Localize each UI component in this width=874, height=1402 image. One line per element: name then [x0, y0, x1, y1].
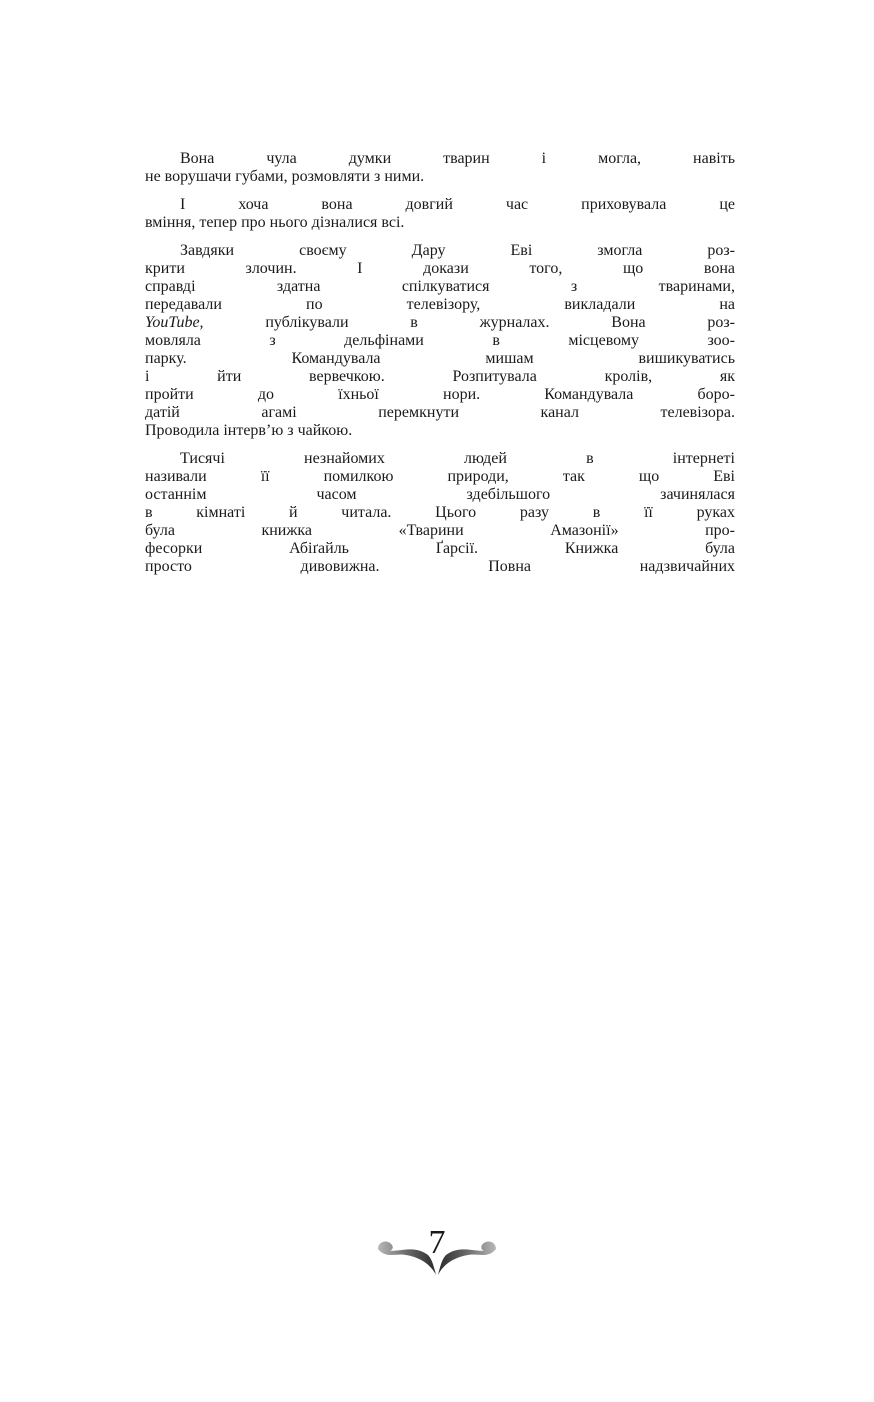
- text-line: Вона чула думки тварин і могла, навіть: [180, 150, 735, 167]
- text-line: в кімнаті й читала. Цього разу в її руках: [145, 504, 735, 521]
- text-line: Завдяки своєму Дару Еві змогла роз-: [180, 242, 735, 259]
- text-line: Проводила інтерв’ю з чайкою.: [145, 422, 353, 439]
- paragraph-1: [145, 150, 735, 186]
- paragraph-2: [145, 196, 735, 232]
- text-line-rest: публікували в журналах. Вона роз-: [265, 314, 736, 331]
- youtube-italic: YouTube,: [145, 314, 204, 331]
- text-line: вміння, тепер про нього дізналися всі.: [145, 214, 405, 231]
- text-line: крити злочин. І докази того, що вона: [145, 260, 735, 277]
- text-line: пройти до їхньої нори. Командувала боро-: [145, 386, 735, 403]
- text-line: просто дивовижна. Повна надзвичайних: [145, 558, 735, 575]
- text-line: була книжка «Тварини Амазонії» про-: [145, 522, 735, 539]
- paragraph-3: [145, 242, 735, 440]
- text-line: передавали по телевізору, викладали на: [145, 296, 735, 313]
- text-line: датій агамі перемкнути канал телевізора.: [145, 404, 735, 421]
- page-number: 7: [428, 1224, 446, 1261]
- paragraph-4: [145, 450, 735, 576]
- text-line: справді здатна спілкуватися з тваринами,: [145, 278, 735, 295]
- text-line: І хоча вона довгий час приховувала це: [180, 196, 735, 213]
- text-line: не ворушачи губами, розмовляти з ними.: [145, 168, 425, 185]
- text-line: називали її помилкою природи, так що Еві: [145, 468, 735, 485]
- page-body: [145, 150, 735, 576]
- text-line: фесорки Абіґайль Ґарсії. Книжка була: [145, 540, 735, 557]
- text-line: останнім часом здебільшого зачинялася: [145, 486, 735, 503]
- text-line: Тисячі незнайомих людей в інтернеті: [180, 450, 735, 467]
- text-line: і йти вервечкою. Розпитувала кролів, як: [145, 368, 735, 385]
- page-folio: [372, 1215, 502, 1285]
- text-line: мовляла з дельфінами в місцевому зоо-: [145, 332, 735, 349]
- text-line-youtube: [145, 314, 735, 332]
- text-line: парку. Командувала мишам вишикуватись: [145, 350, 735, 367]
